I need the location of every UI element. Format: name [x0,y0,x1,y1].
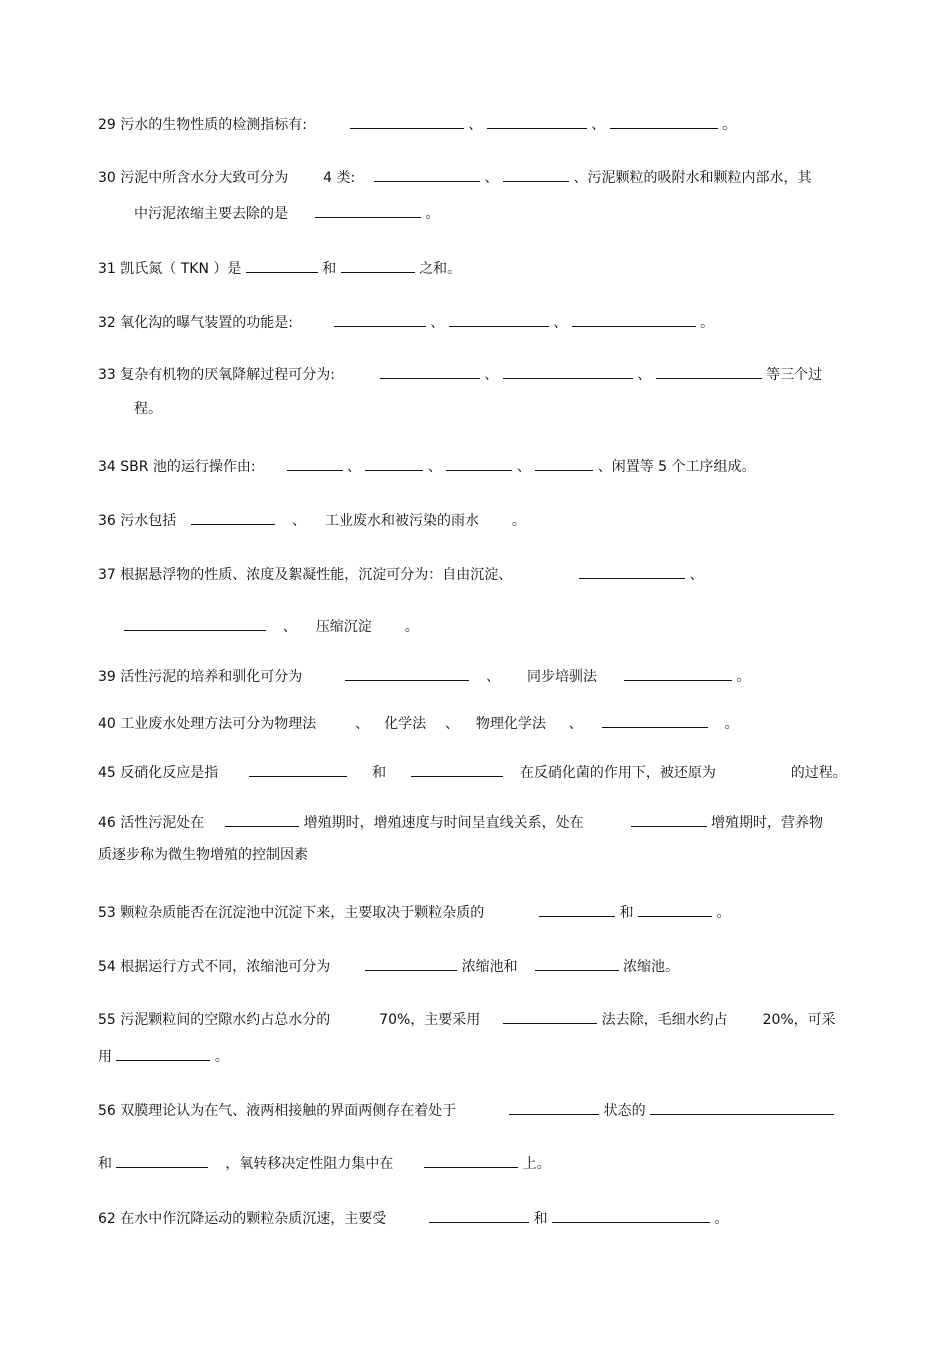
blank-field[interactable] [487,114,587,129]
question-32: 32 氧化沟的曝气装置的功能是: 、 、 。 [98,312,714,332]
blank-field[interactable] [411,762,503,777]
blank-field[interactable] [380,364,480,379]
question-33: 33 复杂有机物的厌氧降解过程可分为: 、 、 等三个过 [98,364,822,384]
blank-field[interactable] [572,312,696,327]
question-55: 55 污泥颗粒间的空隙水约占总水分的 70%，主要采用 法去除，毛细水约占 20%，可采 [98,1009,836,1029]
blank-field[interactable] [656,364,762,379]
question-37: 37 根据悬浮物的性质、浓度及絮凝性能，沉淀可分为：自由沉淀、 、 [98,564,704,584]
blank-field[interactable] [365,456,423,471]
question-29: 29 污水的生物性质的检测指标有: 、 、 。 [98,114,736,134]
blank-field[interactable] [191,510,275,525]
question-46: 46 活性污泥处在 增殖期时，增殖速度与时间呈直线关系，处在 增殖期时，营养物 [98,812,823,832]
question-text: 37 根据悬浮物的性质、浓度及絮凝性能，沉淀可分为：自由沉淀、 [98,567,513,583]
question-55-line2: 用 。 [98,1046,229,1066]
question-56-line2: 和 ，氧转移决定性阻力集中在 上。 [98,1153,551,1173]
blank-field[interactable] [249,762,347,777]
blank-field[interactable] [334,312,426,327]
question-text: 40 工业废水处理方法可分为物理法 [98,716,317,732]
question-text: 32 氧化沟的曝气装置的功能是: [98,315,293,331]
question-36: 36 污水包括 、 工业废水和被污染的雨水 。 [98,510,526,530]
question-text: 62 在水中作沉降运动的颗粒杂质沉速，主要受 [98,1211,387,1227]
question-text: 34 SBR 池的运行操作由: [98,459,256,475]
question-39: 39 活性污泥的培养和驯化可分为 、 同步培驯法 。 [98,666,750,686]
question-30-line2: 中污泥浓缩主要去除的是 。 [134,203,439,223]
blank-field[interactable] [650,1100,834,1115]
blank-field[interactable] [624,666,732,681]
blank-field[interactable] [116,1046,210,1061]
question-56: 56 双膜理论认为在气、液两相接触的界面两侧存在着处于 状态的 [98,1100,834,1120]
blank-field[interactable] [631,812,707,827]
blank-field[interactable] [503,167,569,182]
question-31: 31 凯氏氮（ TKN ）是 和 之和。 [98,258,461,278]
blank-field[interactable] [503,364,633,379]
question-text: 46 活性污泥处在 [98,815,205,831]
question-62: 62 在水中作沉降运动的颗粒杂质沉速，主要受 和 。 [98,1208,729,1228]
blank-field[interactable] [509,1100,599,1115]
blank-field[interactable] [539,902,615,917]
blank-field[interactable] [503,1009,597,1024]
blank-field[interactable] [429,1208,529,1223]
question-34: 34 SBR 池的运行操作由: 、 、 、 、闲置等 5 个工序组成。 [98,456,756,476]
question-40: 40 工业废水处理方法可分为物理法 、 化学法 、 物理化学法 、 。 [98,713,739,733]
question-text: 29 污水的生物性质的检测指标有: [98,117,307,133]
blank-field[interactable] [315,203,421,218]
blank-field[interactable] [610,114,718,129]
blank-field[interactable] [535,956,619,971]
blank-field[interactable] [602,713,708,728]
blank-field[interactable] [638,902,712,917]
question-45: 45 反硝化反应是指 和 在反硝化菌的作用下，被还原为 的过程。 [98,762,847,782]
question-37-line2: 、 压缩沉淀 。 [124,616,419,636]
blank-field[interactable] [116,1153,208,1168]
question-text: 31 凯氏氮（ TKN ）是 [98,261,242,277]
question-30: 30 污泥中所含水分大致可分为 4 类: 、 、污泥颗粒的吸附水和颗粒内部水，其 [98,167,812,187]
blank-field[interactable] [424,1153,518,1168]
question-53: 53 颗粒杂质能否在沉淀池中沉淀下来，主要取决于颗粒杂质的 和 。 [98,902,731,922]
question-text: 53 颗粒杂质能否在沉淀池中沉淀下来，主要取决于颗粒杂质的 [98,905,485,921]
blank-field[interactable] [225,812,299,827]
blank-field[interactable] [579,564,685,579]
question-text: 33 复杂有机物的厌氧降解过程可分为: [98,367,335,383]
blank-field[interactable] [365,956,457,971]
question-46-line2: 质逐步称为微生物增殖的控制因素 [98,847,308,863]
blank-field[interactable] [374,167,480,182]
blank-field[interactable] [446,456,512,471]
blank-field[interactable] [552,1208,710,1223]
question-text: 36 污水包括 [98,513,177,529]
blank-field[interactable] [287,456,343,471]
blank-field[interactable] [350,114,464,129]
blank-field[interactable] [535,456,593,471]
question-text: 45 反硝化反应是指 [98,765,219,781]
blank-field[interactable] [124,616,266,631]
question-text: 39 活性污泥的培养和驯化可分为 [98,669,303,685]
blank-field[interactable] [345,666,469,681]
blank-field[interactable] [341,258,415,273]
blank-field[interactable] [449,312,549,327]
question-text: 56 双膜理论认为在气、液两相接触的界面两侧存在着处于 [98,1103,457,1119]
question-33-line2: 程。 [134,401,162,417]
question-text: 54 根据运行方式不同，浓缩池可分为 [98,959,331,975]
question-54: 54 根据运行方式不同，浓缩池可分为 浓缩池和 浓缩池。 [98,956,679,976]
question-text: 30 污泥中所含水分大致可分为 [98,170,289,186]
question-text: 55 污泥颗粒间的空隙水约占总水分的 [98,1012,331,1028]
blank-field[interactable] [246,258,318,273]
